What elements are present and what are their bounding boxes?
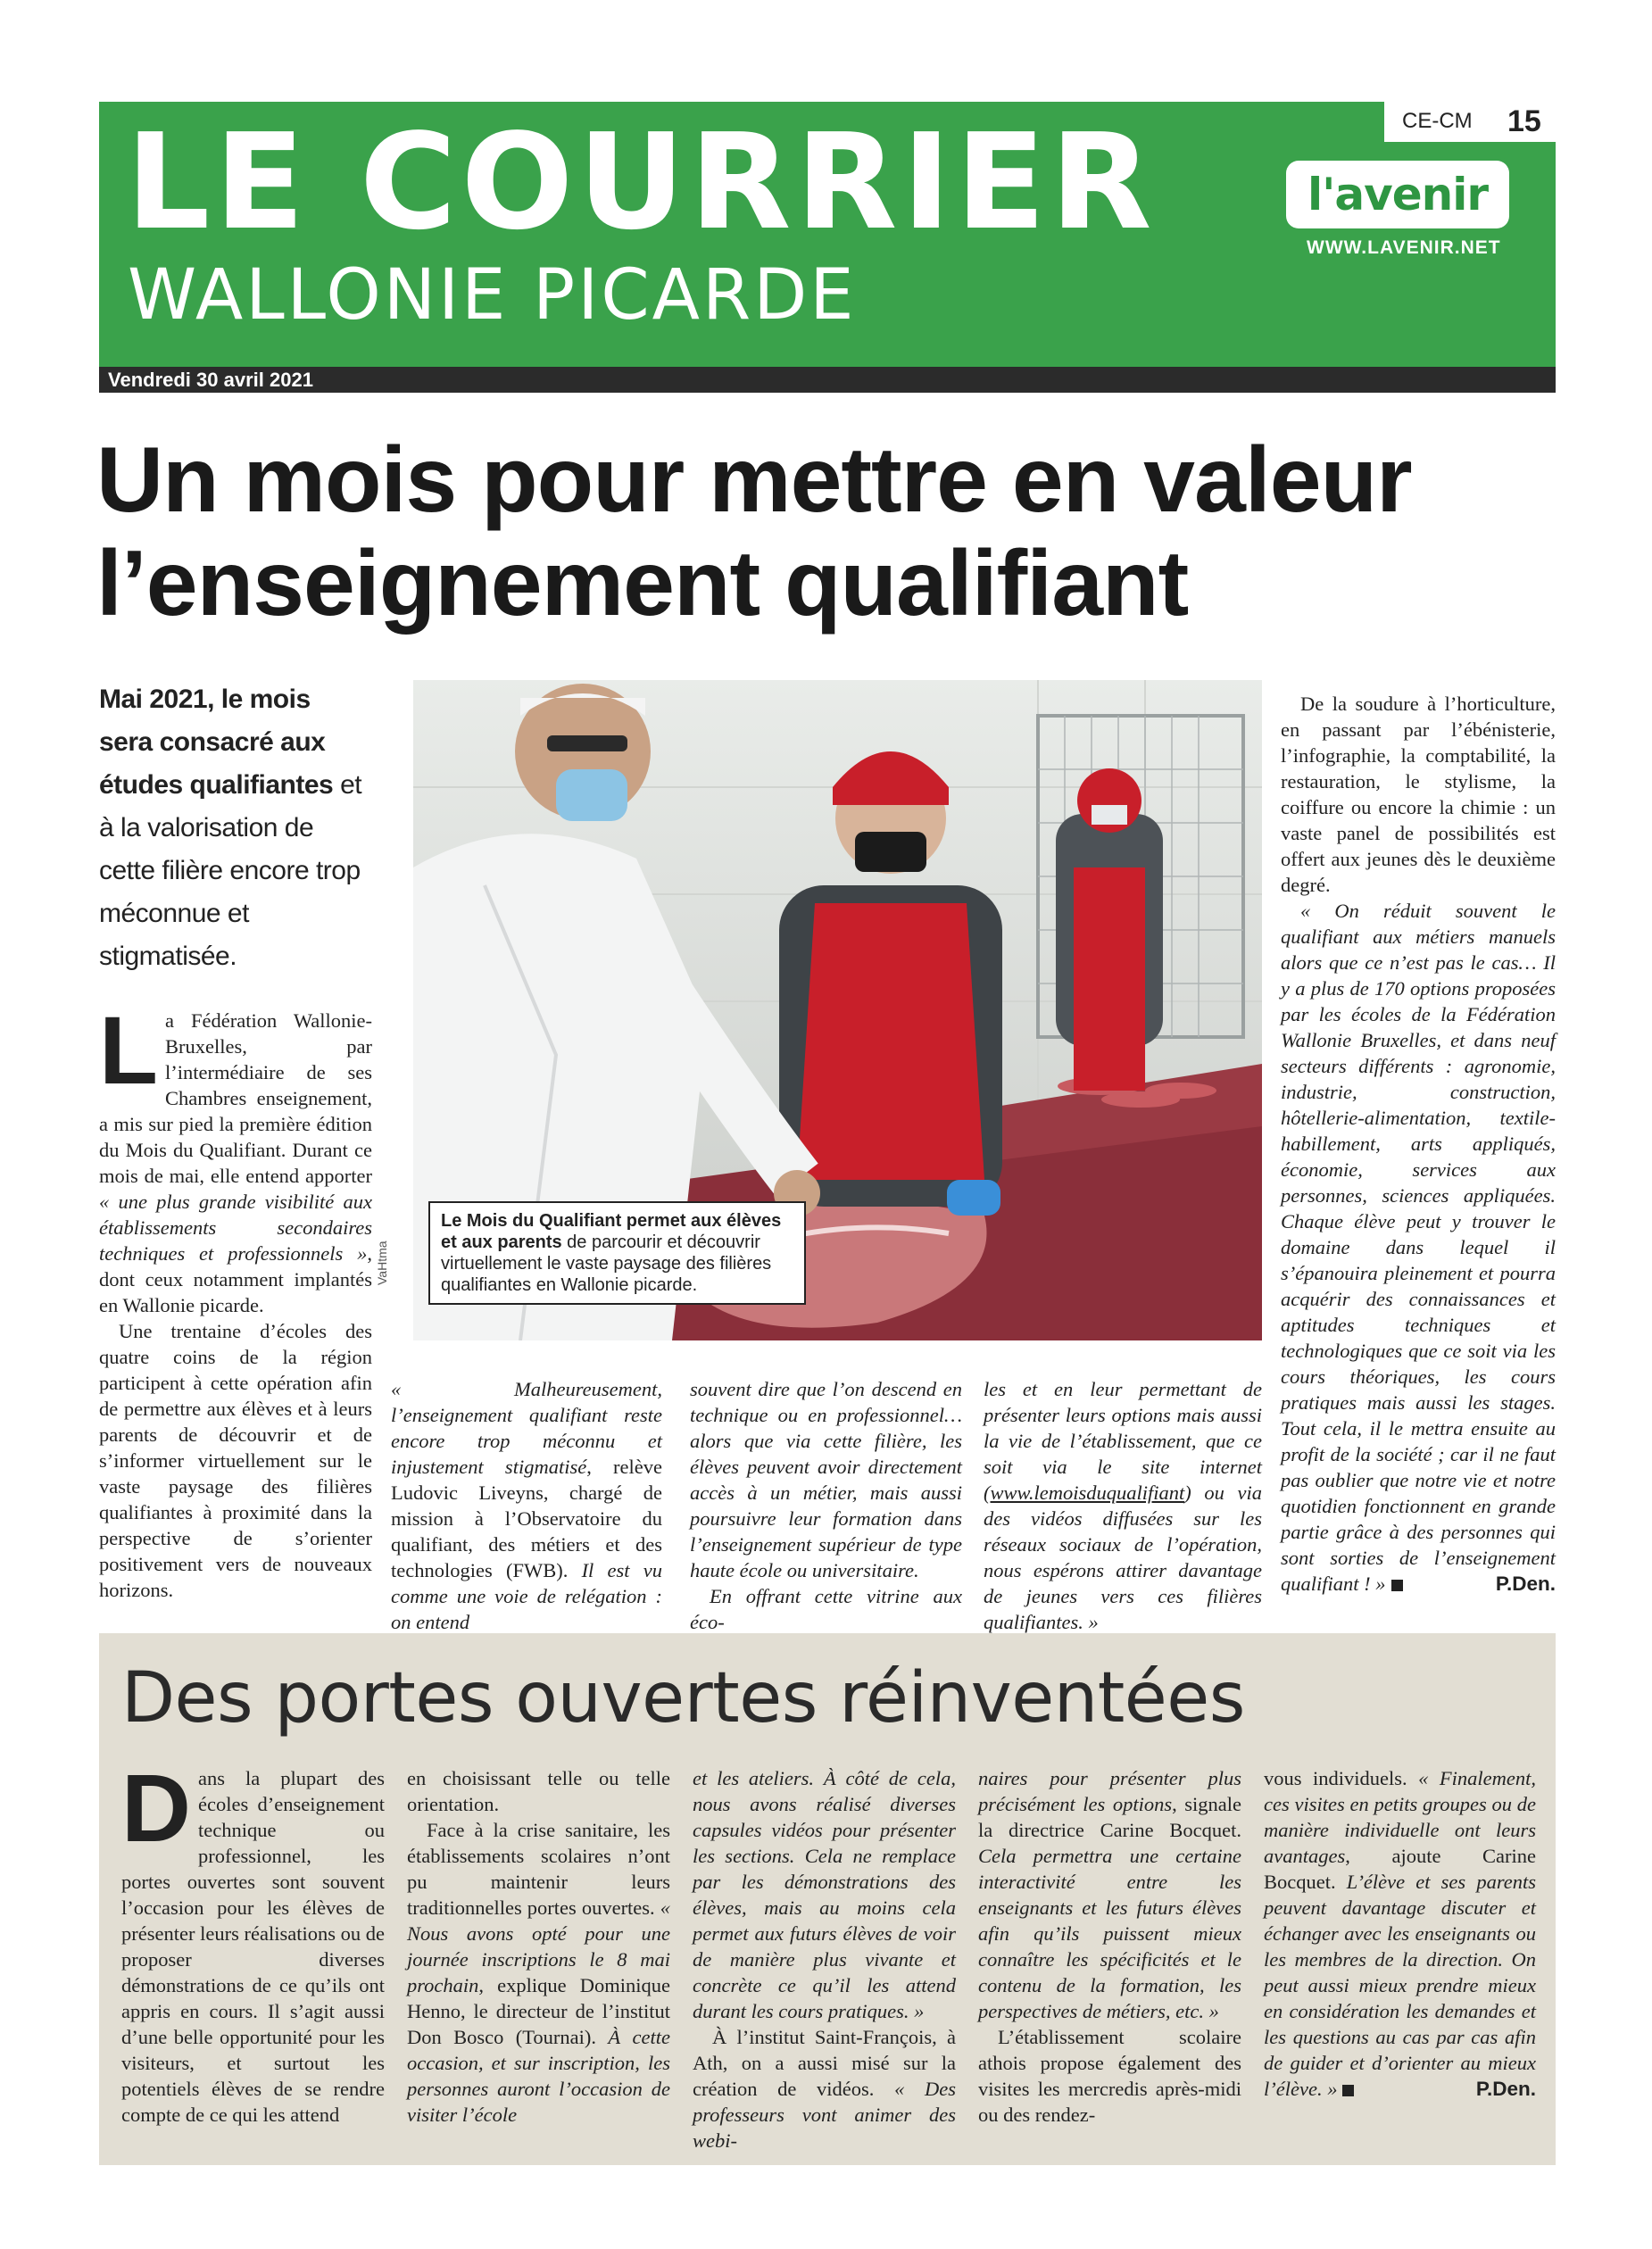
article-headline [96,428,1578,635]
paragraph-text: À l’institut Saint-François, à Ath, on a aussi misé sur la création de vidéos. [693,2026,956,2100]
quote-text: les et en leur permettant de présenter leurs options mais aussi la vie de l’établissement, que ce soit via le site internet ( [984,1378,1262,1504]
page-number: 15 [1507,104,1541,138]
publication-date: Vendredi 30 avril 2021 [108,369,313,391]
photo-caption [428,1201,806,1305]
article2-box [99,1633,1556,2165]
paragraph-text: en choisissant telle ou telle orientation. [407,1767,670,1815]
author-signature: P.Den. [1495,1573,1556,1595]
end-mark [1391,1580,1403,1591]
photo-credit: VaHtma [375,1241,389,1285]
article2-headline: Des portes ouvertes réinventées [121,1658,1245,1739]
paragraph-text: , relève Ludovic Liveyns, chargé de mission à l’Observatoire du qualifiant, des métiers et des technologies (FWB). [391,1456,662,1581]
caption-rest: de parcourir et découvrir virtuellement le vaste paysage des filières qualifiantes en Wallonie picarde. [441,1232,772,1295]
edition-code: CE-CM [1402,109,1473,133]
article1-column-4 [984,1376,1262,1635]
end-mark [1342,2085,1354,2096]
paragraph-text: , explique Dominique Henno, le directeur de l’institut Don Bosco (Tournai). [407,1974,670,2048]
website-link[interactable]: www.lemoisduqualifiant [990,1481,1185,1504]
quote-text: « une plus grande visibilité aux établissements secondaires techniques et professionnels » [99,1191,372,1265]
article1-column-3 [690,1376,962,1635]
article1-column-1 [99,996,372,1603]
article2-column-3 [693,1765,956,2154]
website-link[interactable]: WWW.LAVENIR.NET [1307,237,1501,258]
edition-box [1384,102,1556,142]
article1-column-2 [391,1376,662,1635]
article2-column-4 [978,1765,1241,2128]
quote-text: « Malheureusement, l’enseignement qualifiant reste encore trop méconnu et injustement stigmatisé [391,1378,662,1478]
quote-text: À cette occasion, et sur inscription, les personnes auront l’occasion de visiter l’école [407,2026,670,2126]
paragraph-text: , ajoute Carine Bocquet. [1264,1845,1536,1893]
paragraph-text: ans la plupart des écoles d’enseignement technique ou professionnel, les portes ouvertes sont souvent l’occasion pour les élèves de présenter leurs réalisations ou de proposer diverses démonstrations de ce qu’ils ont appris en cours. Il s’agit aussi d’une belle opportunité pour les visiteurs, et surtout les potentiels élèves de se rendre compte de ce qui les attend [121,1767,385,2126]
paragraph [693,2024,956,2154]
headline-line-2: l’enseignement qualifiant [96,532,1189,635]
article2-column-1 [121,1754,385,2128]
lead-bold: Mai 2021, le mois sera consacré aux études qualifiantes [99,685,334,800]
paragraph-text: Une trentaine d’écoles des quatre coins de la région participent à cette opération afin de permettre aux élèves et à leurs parents de découvrir et de s’informer virtuellement sur le vaste paysage des filières qualifiantes à proximité dans la perspective de s’orienter positivement vers de nouveaux horizons. [99,1320,372,1601]
paragraph-text: L’établissement scolaire athois propose également des visites les mercredis après-midi ou des rendez- [978,2026,1241,2126]
quote-text: « Finalement, ces visites en petits groupes ou de manière individuelle ont leurs avantages [1264,1767,1536,1867]
masthead-banner [99,102,1556,367]
paragraph-text: , signale la directrice Carine Bocquet. [978,1793,1241,1841]
paragraph-text: a Fédération Wallonie-Bruxelles, par l’intermédiaire de ses Chambres enseignement, a mis sur pied la première édition du Mois du Qualifiant. Durant ce mois de mai, elle entend apporter [99,1009,372,1187]
paragraph [407,1817,670,2128]
quote-text: Cela permettra une certaine interactivité entre les enseignants et les futurs élèves afin qu’ils puissent mieux connaître les spécificités et le contenu de la formation, les perspectives de métiers, etc. » [978,1845,1241,2022]
article2-column-2 [407,1765,670,2128]
headline-line-1: Un mois pour mettre en valeur [96,428,1412,532]
article2-column-5 [1264,1765,1536,2102]
quote-text: « Nous avons opté pour une journée inscriptions le 8 mai prochain [407,1896,670,1996]
newspaper-title: LE COURRIER [126,105,1157,259]
quote-text: Il est vu comme une voie de relégation : on entend [391,1559,662,1633]
drop-cap: L [99,996,158,1104]
paragraph-text: vous individuels. [1264,1767,1419,1789]
logo-text: l'avenir [1307,169,1489,220]
caption-bold: Le Mois du Qualifiant permet aux élèves et aux parents [441,1211,782,1252]
drop-cap: D [121,1754,191,1862]
paragraph [690,1583,962,1635]
paragraph [99,1318,372,1603]
quote-text: naires pour présenter plus précisément les options [978,1767,1241,1815]
lavenir-logo[interactable] [1286,161,1509,228]
quote-text: « Des professeurs vont animer des webi- [693,2078,956,2152]
dateline-bar [99,367,1556,393]
paragraph [978,2024,1241,2128]
article1-column-5 [1281,691,1556,1597]
paragraph-text: Face à la crise sanitaire, les établissements scolaires n’ont pu maintenir leurs traditionnelles portes ouvertes. [407,1819,670,1919]
quote-text: L’élève et ses parents peuvent davantage discuter et échanger avec les enseignants ou les membres de la direction. On peut aussi mieux prendre mieux en considération les demandes et les questions au cas par cas afin de guider et d’orienter au mieux l’élève. » [1264,1871,1536,2100]
lead-rest: et à la valorisation de cette filière encore trop méconnue et stigmatisée. [99,770,362,971]
quote-text: En offrant cette vitrine aux éco- [690,1585,962,1633]
author-signature: P.Den. [1475,2078,1536,2100]
quote-text: « On réduit souvent le qualifiant aux métiers manuels alors que ce n’est pas le cas… Il y a plus de 170 options proposées par les écoles de la Fédération Wallonie Bruxelles, et dans neuf secteurs différents : agronomie, industrie, construction, hôtellerie-alimentation, textile-habillement, arts appliqués, économie, services aux personnes, sciences appliquées. Chaque élève peut y trouver le domaine dans lequel il s’épanouira pleinement et pourra acquérir des connaissances et aptitudes techniques et technologiques que ce soit via les cours théoriques, les cours pratiques mais aussi les stages. Tout cela, il le mettra ensuite au profit de la société ; car il ne faut pas oublier que notre vie et notre quotidien fonctionnent en grande partie grâce à des personnes qui sont sorties de l’enseignement qualifiant ! » [1281,900,1556,1595]
article-lead [99,678,367,978]
paragraph [1281,691,1556,898]
paragraph [1281,898,1556,1597]
quote-text: et les ateliers. À côté de cela, nous avons réalisé diverses capsules vidéos pour présenter les sections. Cela ne remplace par les démonstrations des élèves, mais au moins cela permet aux futurs élèves de voir de manière plus vivante et concrète ce qu’il les attend durant les cours pratiques. » [693,1767,956,2022]
quote-text: souvent dire que l’on descend en technique ou en professionnel… alors que via cette filière, les élèves peuvent avoir directement accès à un métier, mais aussi poursuivre leur formation dans l’enseignement supérieur de type haute école ou universitaire. [690,1378,962,1581]
paragraph-text: , dont ceux notamment implantés en Wallonie picarde. [99,1242,372,1316]
newspaper-subtitle: WALLONIE PICARDE [128,255,857,336]
quote-text: ) ou via des vidéos diffusées sur les réseaux sociaux de l’opération, nous espérons attirer davantage de jeunes vers ces filières qualifiantes. » [984,1481,1262,1633]
paragraph-text: De la soudure à l’horticulture, en passant par l’ébénisterie, l’infographie, la comptabilité, la restauration, le stylisme, la coiffure ou encore la chimie : un vaste panel de possibilités est offert aux jeunes dès le deuxième degré. [1281,693,1556,896]
